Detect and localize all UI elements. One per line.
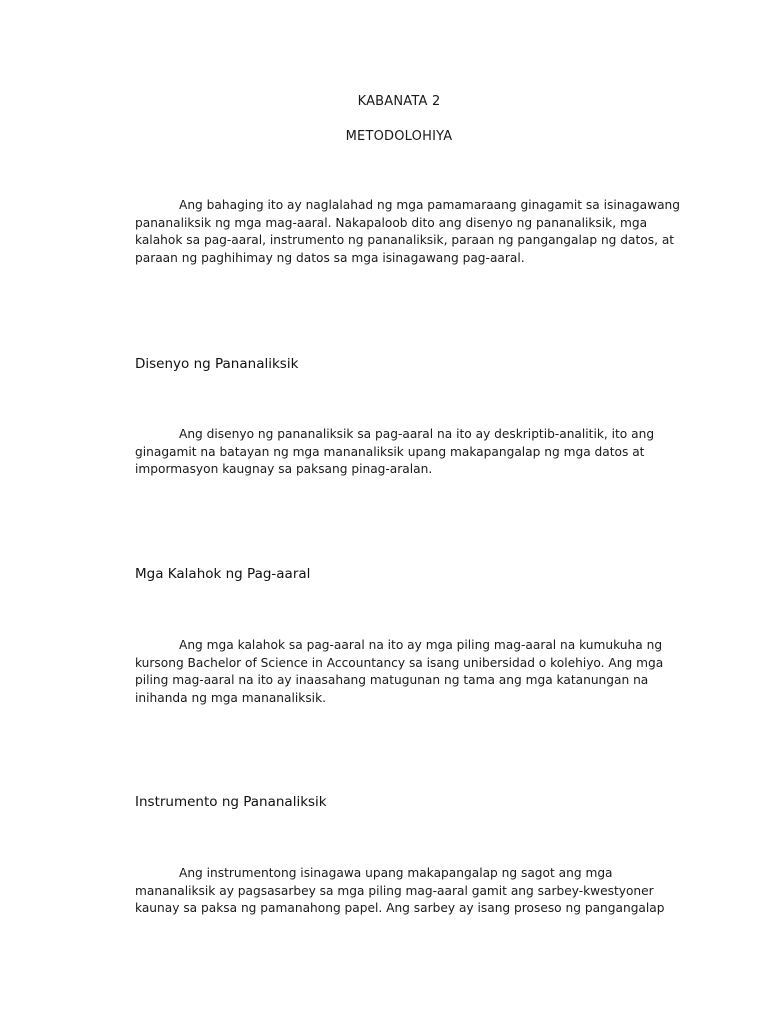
section-paragraph-kalahok: Ang mga kalahok sa pag-aaral na ito ay mga piling mag-aaral na kumukuha ng kursong Bachelor of Science in Accountancy sa isang unibersidad o kolehiyo. Ang mga piling mag-aaral na ito ay inaasahang matugunan ng tama ang mga katanungan na inihanda ng mga mananaliksik. (135, 638, 664, 705)
section-paragraph-disenyo: Ang disenyo ng pananaliksik sa pag-aaral na ito ay deskriptib-analitik, ito ang ginagamit na batayan ng mga mananaliksik upang makapangalap ng mga datos at impormasyon kaugnay sa paksang pinag-aralan. (135, 427, 655, 476)
section-heading-instrumento: Instrumento ng Pananaliksik (135, 794, 327, 810)
chapter-title: METODOLOHIYA (345, 129, 453, 144)
section-heading-disenyo: Disenyo ng Pananaliksik (135, 356, 299, 372)
chapter-number: KABANATA 2 (357, 94, 441, 109)
section-heading-kalahok: Mga Kalahok ng Pag-aaral (135, 566, 311, 582)
intro-paragraph: Ang bahaging ito ay naglalahad ng mga pamamaraang ginagamit sa isinagawang pananaliksik ng mga mag-aaral. Nakapaloob dito ang disenyo ng pananaliksik, mga kalahok sa pag-aaral, instrumento ng pananaliksik, paraan ng pangangalap ng datos, at paraan ng paghihimay ng datos sa mga isinagawang pag-aaral. (135, 198, 681, 265)
section-paragraph-instrumento: Ang instrumentong isinagawa upang makapangalap ng sagot ang mga mananaliksik ay pagsasarbey sa mga piling mag-aaral gamit ang sarbey-kwestyoner kaunay sa paksa ng pamanahong papel. Ang sarbey ay isang proseso ng pangangalap (135, 866, 665, 915)
